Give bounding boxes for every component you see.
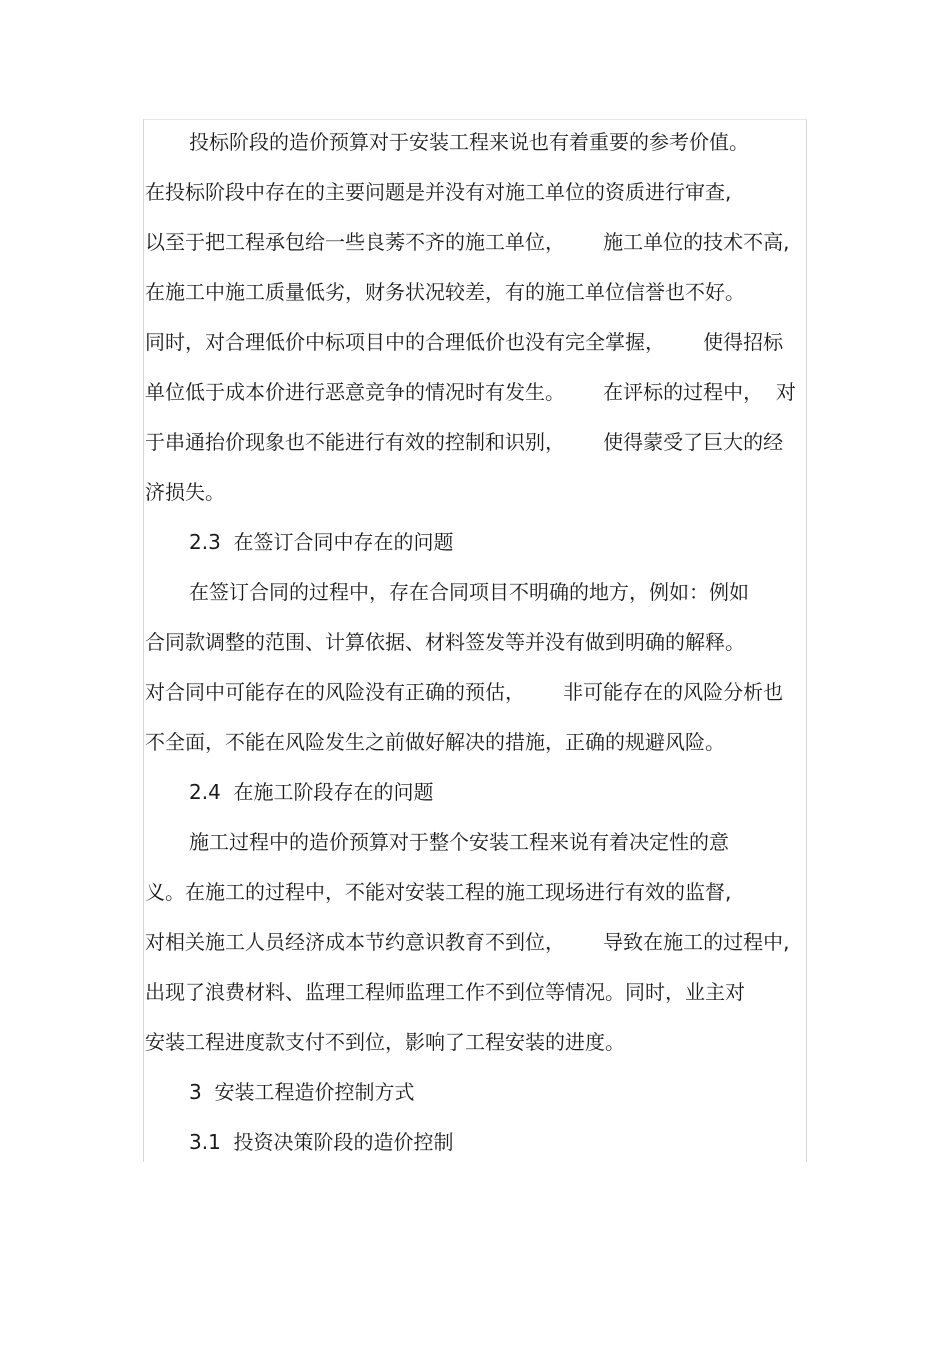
paragraph-line: 在投标阶段中存在的主要问题是并没有对施工单位的资质进行审查, xyxy=(145,180,732,204)
paragraph-line: 对合同中可能存在的风险没有正确的预估， 非可能存在的风险分析也 xyxy=(145,680,784,704)
paragraph-line: 义。在施工的过程中，不能对安装工程的施工现场进行有效的监督, xyxy=(145,880,732,904)
paragraph-line: 以至于把工程承包给一些良莠不齐的施工单位， 施工单位的技术不高, xyxy=(145,230,790,254)
section-heading-2-3: 2.3 在签订合同中存在的问题 xyxy=(189,530,454,554)
paragraph-line: 同时，对合理低价中标项目中的合理低价也没有完全掌握， 使得招标 xyxy=(145,330,784,354)
paragraph-line: 在施工中施工质量低劣，财务状况较差，有的施工单位信誉也不好。 xyxy=(145,280,745,304)
paragraph-line: 对相关施工人员经济成本节约意识教育不到位， 导致在施工的过程中, xyxy=(145,930,790,954)
paragraph-line: 施工过程中的造价预算对于整个安装工程来说有着决定性的意 xyxy=(189,830,729,854)
document-body xyxy=(145,124,811,1174)
paragraph-line: 安装工程进度款支付不到位，影响了工程安装的进度。 xyxy=(145,1030,625,1054)
paragraph-line: 在签订合同的过程中，存在合同项目不明确的地方，例如：例如 xyxy=(189,580,749,604)
paragraph-line: 于串通抬价现象也不能进行有效的控制和识别， 使得蒙受了巨大的经 xyxy=(145,430,784,454)
section-heading-3: 3 安装工程造价控制方式 xyxy=(189,1080,415,1104)
paragraph-line: 投标阶段的造价预算对于安装工程来说也有着重要的参考价值。 xyxy=(189,130,749,154)
paragraph-line: 合同款调整的范围、计算依据、材料签发等并没有做到明确的解释。 xyxy=(145,630,745,654)
paragraph-line: 单位低于成本价进行恶意竞争的情况时有发生。 在评标的过程中， 对 xyxy=(145,380,796,404)
paragraph-line: 济损失。 xyxy=(145,480,225,504)
paragraph-line: 不全面，不能在风险发生之前做好解决的措施，正确的规避风险。 xyxy=(145,730,725,754)
section-heading-3-1: 3.1 投资决策阶段的造价控制 xyxy=(189,1130,454,1154)
section-heading-2-4: 2.4 在施工阶段存在的问题 xyxy=(189,780,434,804)
paragraph-line: 出现了浪费材料、监理工程师监理工作不到位等情况。同时，业主对 xyxy=(145,980,745,1004)
